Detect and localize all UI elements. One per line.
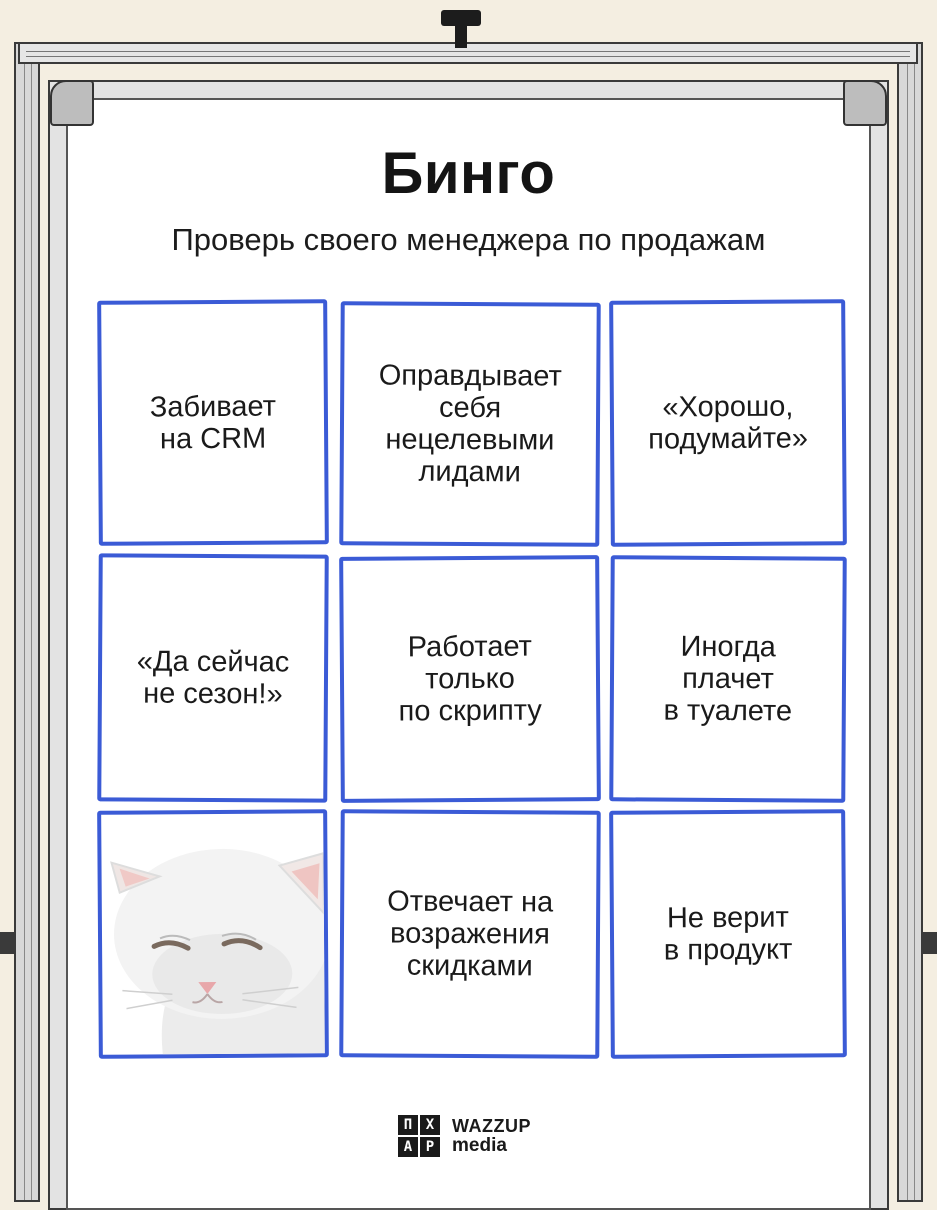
bingo-cell[interactable] — [339, 301, 600, 547]
bingo-cell-cat[interactable] — [97, 809, 329, 1059]
page-title: Бинго — [381, 141, 556, 206]
logo-mark-letter: А — [398, 1137, 418, 1157]
bingo-cell[interactable] — [609, 809, 847, 1059]
logo-text — [452, 1116, 531, 1156]
bingo-cell[interactable] — [339, 555, 601, 803]
logo-mark-letter: П — [398, 1115, 418, 1135]
bingo-cell[interactable] — [97, 299, 329, 546]
bingo-cell-text: Оправдывает себя нецелевыми лидами — [378, 359, 562, 489]
bingo-cell[interactable] — [97, 553, 329, 802]
bingo-cell[interactable] — [609, 299, 847, 547]
page-subtitle: Проверь своего менеджера по продажам — [171, 222, 766, 257]
stand-knob-icon — [441, 10, 481, 46]
bingo-cell[interactable] — [339, 809, 601, 1059]
sad-kitten-icon — [101, 813, 325, 1055]
logo-sub: media — [452, 1135, 507, 1156]
corner-bracket-right — [843, 80, 887, 126]
stand-clamp-left — [0, 932, 14, 954]
stand-post-left — [14, 42, 40, 1202]
bingo-cell-text: «Хорошо, подумайте» — [648, 390, 809, 456]
wazzup-media-logo — [398, 1114, 531, 1158]
bingo-cell-text: «Да сейчас не сезон!» — [136, 645, 290, 711]
bingo-cell[interactable] — [609, 555, 846, 802]
corner-bracket-left — [50, 80, 94, 126]
bingo-cell-text: Не верит в продукт — [663, 901, 793, 967]
logo-mark-icon — [398, 1115, 440, 1157]
stand-post-right — [897, 42, 923, 1202]
logo-mark-letter: Р — [420, 1137, 440, 1157]
bingo-cell-text: Иногда плачет в туалете — [663, 630, 793, 728]
logo-brand: WAZZUP — [452, 1116, 531, 1136]
logo-mark-letter: Х — [420, 1115, 440, 1135]
stand-clamp-right — [923, 932, 937, 954]
bingo-cell-text: Работает только по скрипту — [398, 630, 542, 728]
bingo-cell-text: Отвечает на возражения скидками — [387, 885, 554, 983]
bingo-cell-text: Забивает на CRM — [149, 390, 277, 455]
